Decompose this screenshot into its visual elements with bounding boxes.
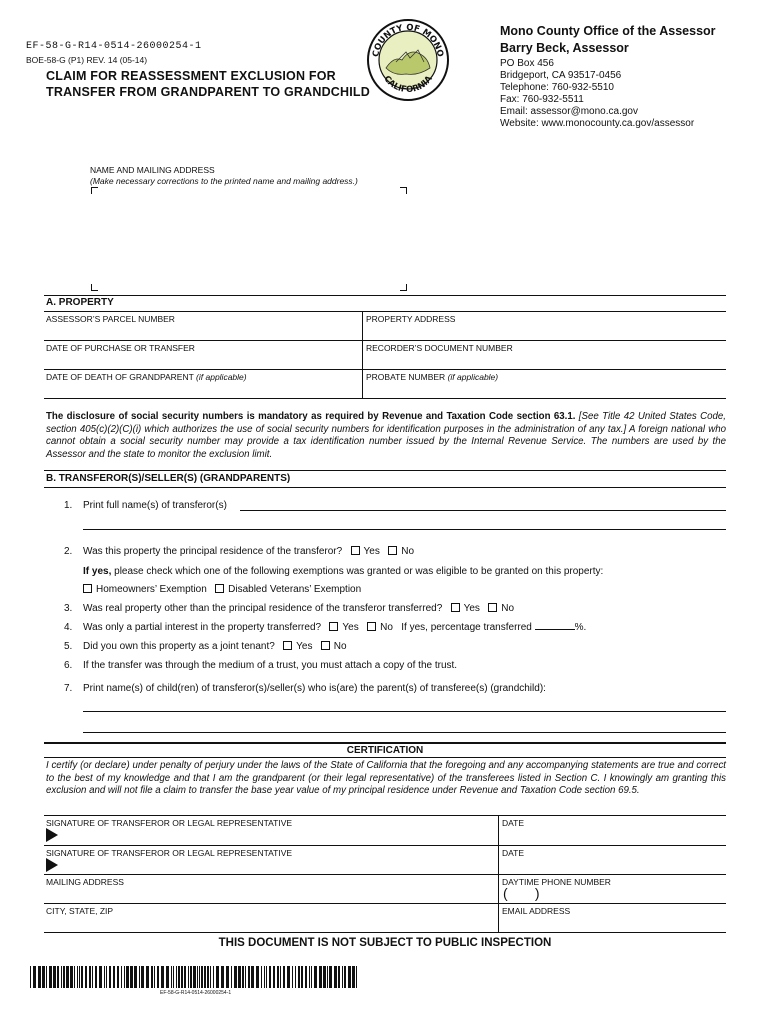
address-corner-tr — [400, 187, 407, 194]
date-of-death-note: (if applicable) — [196, 372, 247, 382]
office-city: Bridgeport, CA 93517-0456 — [500, 70, 622, 81]
city-state-zip-field[interactable]: CITY, STATE, ZIP — [46, 906, 114, 916]
q7-number: 7. — [64, 683, 73, 694]
q5-no-checkbox[interactable] — [321, 641, 330, 650]
recorder-document-field[interactable]: RECORDER’S DOCUMENT NUMBER — [366, 343, 513, 353]
q4-yes-checkbox[interactable] — [329, 622, 338, 631]
homeowners-label: Homeowners’ Exemption — [96, 584, 207, 595]
certification-heading-underline — [44, 757, 726, 758]
barcode-icon — [30, 966, 360, 988]
form-title-line2: TRANSFER FROM GRANDPARENT TO GRANDCHILD — [46, 85, 370, 99]
q5-yes-checkbox[interactable] — [283, 641, 292, 650]
office-name: Mono County Office of the Assessor — [500, 24, 716, 38]
q5-question — [83, 641, 347, 652]
q3-no-checkbox[interactable] — [488, 603, 497, 612]
q4-percentage-label: If yes, percentage transferred — [401, 622, 532, 633]
certification-heading: CERTIFICATION — [346, 745, 424, 756]
q3-yes-checkbox[interactable] — [451, 603, 460, 612]
seal-bottom-text: CALIFORNIA — [381, 74, 435, 96]
sig-grid-top — [44, 815, 726, 816]
q4-number: 4. — [64, 622, 73, 633]
section-a-grid-row1 — [44, 340, 726, 341]
section-a-grid-divider — [362, 311, 363, 398]
q2-followup — [83, 566, 603, 577]
date-of-death-field[interactable] — [46, 372, 247, 382]
q4-yes-label: Yes — [342, 622, 359, 633]
q7-label: Print name(s) of child(ren) of transferor(s)/seller(s) who is(are) the parent(s) of transferee(s) (grandchild): — [83, 683, 546, 694]
exemption-options — [83, 584, 361, 595]
q6-number: 6. — [64, 660, 73, 671]
section-a-grid-bottom — [44, 398, 726, 399]
apn-field[interactable]: ASSESSOR’S PARCEL NUMBER — [46, 314, 175, 324]
sig-grid-row1 — [44, 845, 726, 846]
q4-no-checkbox[interactable] — [367, 622, 376, 631]
q2-no-checkbox[interactable] — [388, 546, 397, 555]
public-inspection-notice: THIS DOCUMENT IS NOT SUBJECT TO PUBLIC INSPECTION — [218, 937, 552, 949]
q1-line2[interactable] — [83, 529, 726, 530]
q2-yes-checkbox[interactable] — [351, 546, 360, 555]
seal-top-text: COUNTY OF MONO — [371, 22, 445, 58]
date2-field[interactable]: DATE — [502, 848, 525, 858]
date-purchase-field[interactable]: DATE OF PURCHASE OR TRANSFER — [46, 343, 195, 353]
q3-question — [83, 603, 514, 614]
q3-no-label: No — [501, 603, 515, 614]
ssn-disclosure-bold: The disclosure of social security numbers is mandatory as required by Revenue and Taxation Code section 63.1. — [46, 411, 576, 422]
q4-question — [83, 622, 586, 633]
q1-line1[interactable] — [240, 510, 726, 511]
probate-label: PROBATE NUMBER — [366, 372, 446, 382]
address-corner-bl — [91, 284, 98, 291]
q2-label: Was this property the principal residence of the transferor? — [83, 546, 343, 557]
q3-number: 3. — [64, 603, 73, 614]
q7-line1[interactable] — [83, 711, 726, 712]
q5-yes-label: Yes — [296, 641, 313, 652]
q1-label: Print full name(s) of transferor(s) — [83, 500, 227, 511]
county-seal-logo — [366, 18, 450, 102]
ssn-disclosure — [46, 411, 726, 461]
address-corner-br — [400, 284, 407, 291]
q3-yes-label: Yes — [463, 603, 480, 614]
certification-text: I certify (or declare) under penalty of perjury under the laws of the State of California that the foregoing and any accompanying statements are true and correct to the best of my knowledge and that I am the grandparent (or their legal representative) of the transferees listed in Section C. I knowingly am granting this exclusion and will not file a claim to transfer the base year value of my principal residence under Revenue and Taxation Code section 69.5. — [46, 760, 726, 796]
q4-percentage-input[interactable] — [535, 629, 575, 630]
section-a-rule — [44, 295, 726, 296]
sig-grid-row3 — [44, 903, 726, 904]
section-b-heading: B. TRANSFEROR(S)/SELLER(S) (GRANDPARENTS) — [46, 473, 291, 484]
section-b-rule-top — [44, 470, 726, 471]
ssn-disclosure-italic: [See Title 42 United States Code, section 405(c)(2)(C)(i) which authorizes the use of social security numbers for identification purposes in the administration of any tax.] A foreign national who cannot obtain a social security number may provide a tax identification number issued by the Internal Revenue Service. The numbers are used by the Assessor and the state to monitor the exclusion limit. — [46, 411, 726, 460]
q2-no-label: No — [401, 546, 415, 557]
q1-number: 1. — [64, 500, 73, 511]
date-of-death-label: DATE OF DEATH OF GRANDPARENT — [46, 372, 194, 382]
probate-note: (if applicable) — [447, 372, 499, 382]
sig-grid-divider — [498, 815, 499, 932]
office-website: Website: www.monocounty.ca.gov/assessor — [500, 118, 695, 129]
sig-grid-row2 — [44, 874, 726, 875]
q2-yes-label: Yes — [363, 546, 380, 557]
office-email: Email: assessor@mono.ca.gov — [500, 106, 638, 117]
veterans-checkbox[interactable] — [215, 584, 224, 593]
certification-rule — [44, 742, 726, 744]
signature2-field[interactable]: SIGNATURE OF TRANSFEROR OR LEGAL REPRESENTATIVE — [46, 848, 293, 858]
q5-no-label: No — [333, 641, 347, 652]
date1-field[interactable]: DATE — [502, 818, 525, 828]
q2-number: 2. — [64, 546, 73, 557]
section-b-rule-bottom — [44, 487, 726, 488]
q2-question — [83, 546, 414, 557]
q4-label: Was only a partial interest in the property transferred? — [83, 622, 322, 633]
q5-label: Did you own this property as a joint tenant? — [83, 641, 275, 652]
section-a-grid-row2 — [44, 369, 726, 370]
form-code: EF-58-G-R14-0514-26000254-1 — [26, 41, 202, 52]
q2-followup-text: please check which one of the following exemptions was granted or was eligible to be granted on this property: — [111, 566, 604, 577]
q7-line2[interactable] — [83, 732, 726, 733]
form-title-line1: CLAIM FOR REASSESSMENT EXCLUSION FOR — [46, 69, 336, 83]
section-a-heading: A. PROPERTY — [46, 297, 114, 308]
mailing-address-field[interactable]: MAILING ADDRESS — [46, 877, 124, 887]
q4-percent-suffix: %. — [574, 622, 587, 633]
property-address-field[interactable]: PROPERTY ADDRESS — [366, 314, 456, 324]
address-note: (Make necessary corrections to the printed name and mailing address.) — [90, 176, 358, 186]
daytime-phone-field[interactable]: DAYTIME PHONE NUMBER — [502, 877, 611, 887]
email-address-field[interactable]: EMAIL ADDRESS — [502, 906, 571, 916]
office-telephone: Telephone: 760-932-5510 — [500, 82, 614, 93]
signature1-field[interactable]: SIGNATURE OF TRANSFEROR OR LEGAL REPRESENTATIVE — [46, 818, 293, 828]
section-a-grid-top — [44, 311, 726, 312]
address-label: NAME AND MAILING ADDRESS — [90, 165, 215, 175]
barcode-text: EF-58-G-R14-0514-26000254-1 — [160, 990, 232, 996]
office-fax: Fax: 760-932-5511 — [500, 94, 584, 105]
q2-if-yes: If yes, — [83, 566, 112, 577]
q5-number: 5. — [64, 641, 73, 652]
q4-no-label: No — [380, 622, 393, 633]
office-po-box: PO Box 456 — [500, 58, 554, 69]
veterans-label: Disabled Veterans’ Exemption — [228, 584, 362, 595]
sig-grid-bottom — [44, 932, 726, 933]
form-revision: BOE-58-G (P1) REV. 14 (05-14) — [26, 55, 148, 65]
phone-parentheses: ( ) — [503, 885, 540, 901]
sign-here-arrow-icon — [46, 858, 58, 872]
address-corner-tl — [91, 187, 98, 194]
homeowners-checkbox[interactable] — [83, 584, 92, 593]
q3-label: Was real property other than the principal residence of the transferor transferred? — [83, 603, 443, 614]
probate-number-field[interactable] — [366, 372, 498, 382]
sign-here-arrow-icon — [46, 828, 58, 842]
q6-label: If the transfer was through the medium of a trust, you must attach a copy of the trust. — [83, 660, 458, 671]
assessor-name: Barry Beck, Assessor — [500, 41, 629, 55]
